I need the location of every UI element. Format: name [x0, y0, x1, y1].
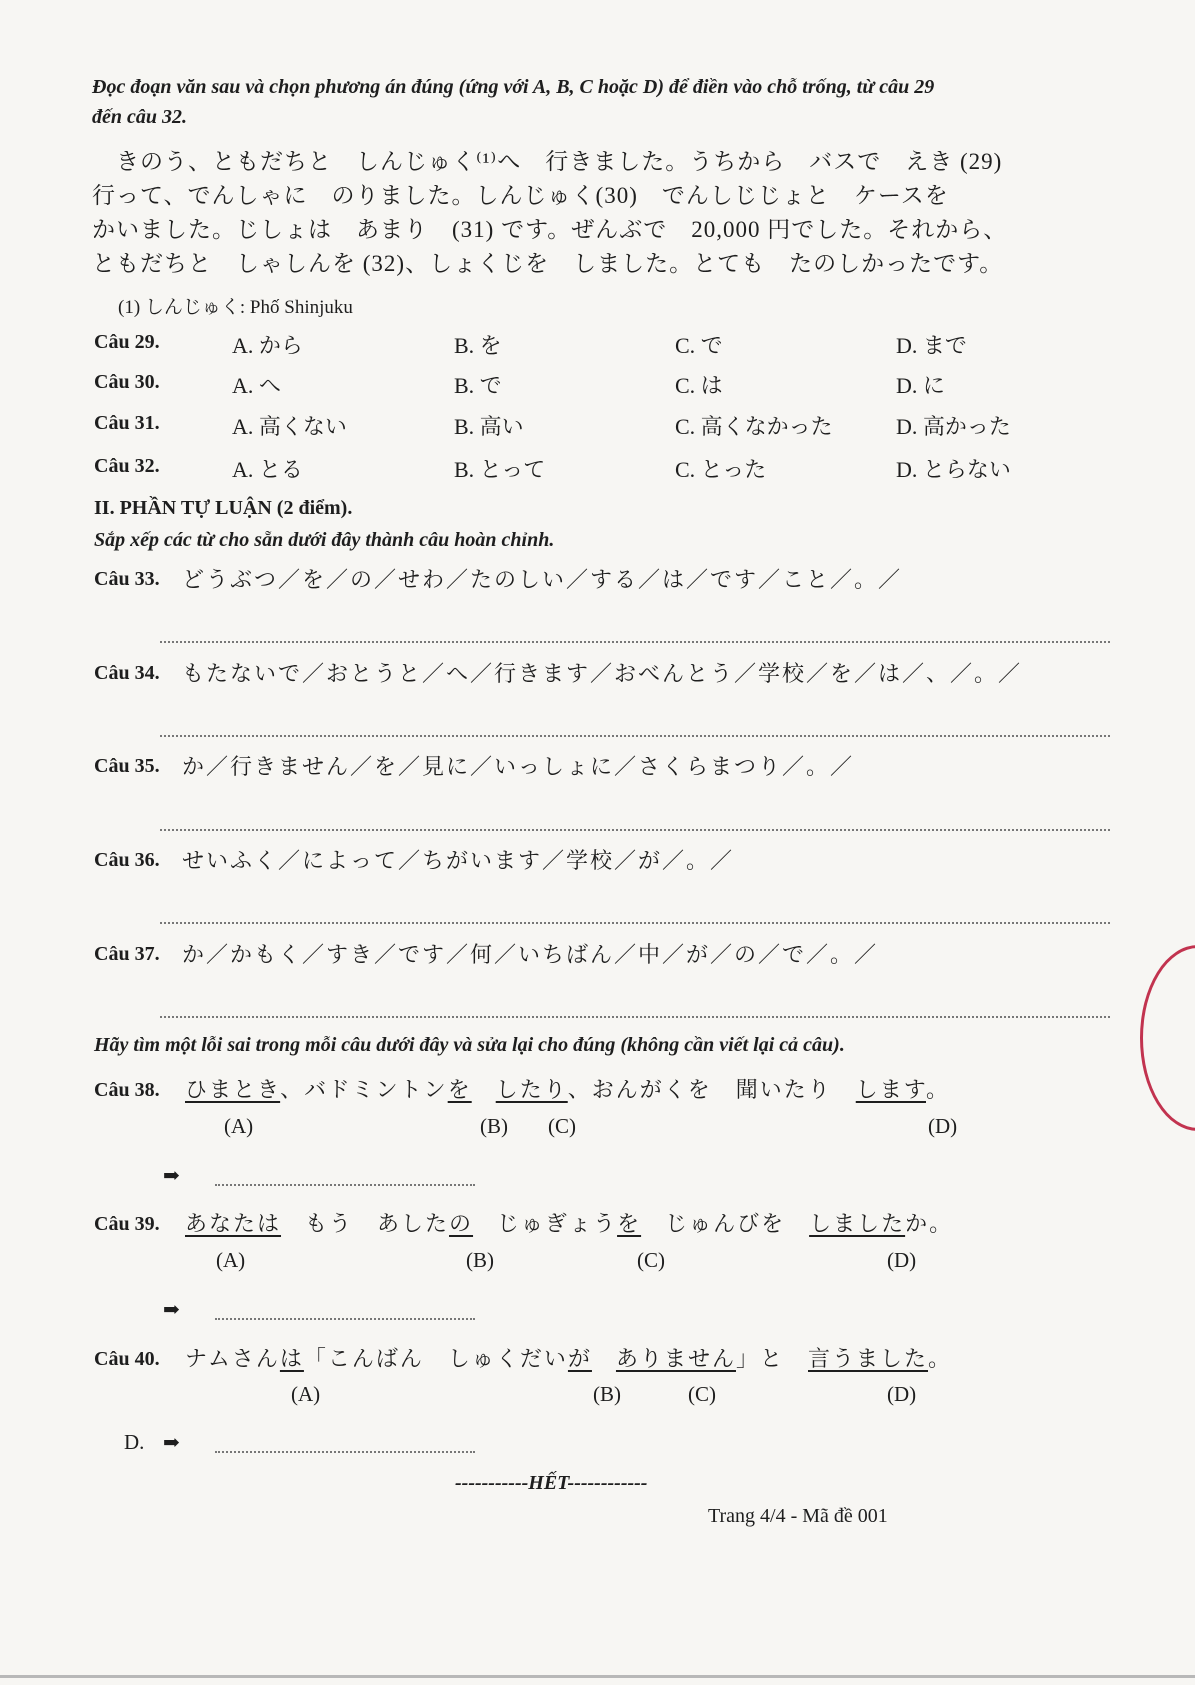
question-label: Câu 33.	[94, 568, 160, 590]
segment-d: 言うました	[808, 1346, 929, 1371]
mark-b: (B)	[593, 1382, 621, 1406]
mark-b: (B)	[466, 1248, 494, 1272]
mark-a: (A)	[291, 1382, 321, 1406]
option-d: D. に	[896, 373, 945, 398]
option-a: A. 高くない	[232, 414, 347, 439]
mark-c: (C)	[637, 1248, 665, 1272]
question-label: Câu 37.	[94, 943, 160, 965]
option-b: B. とって	[454, 457, 546, 482]
option-c: C. で	[675, 333, 723, 358]
segment-a: ひまとき	[185, 1077, 281, 1102]
arrow-icon: ➡	[163, 1165, 180, 1187]
footnote: (1) しんじゅく: Phố Shinjuku	[118, 297, 353, 318]
segment-d: しました	[809, 1211, 906, 1236]
option-a: A. へ	[232, 373, 281, 398]
question-text: せいふく／によって／ちがいます／学校／が／。／	[182, 848, 735, 873]
mark-b: (B)	[480, 1114, 508, 1138]
mark-c: (C)	[548, 1114, 576, 1138]
question-label: Câu 36.	[94, 849, 160, 871]
end-marker: -----------HẾT------------	[455, 1472, 648, 1494]
mark-a: (A)	[216, 1248, 246, 1272]
segment-c: を	[617, 1211, 642, 1236]
option-d: D. まで	[896, 333, 967, 358]
reading-instruction-line1: Đọc đoạn văn sau và chọn phương án đúng (ứng với A, B, C hoặc D) để điền vào chỗ trống, từ câu 29	[92, 76, 935, 98]
answer-line[interactable]	[160, 733, 1110, 737]
segment-d: します	[855, 1077, 926, 1102]
question-label: Câu 34.	[94, 662, 160, 684]
segment-c: したり	[495, 1077, 568, 1102]
question-text: か／かもく／すき／です／何／いちばん／中／が／の／で／。／	[182, 942, 879, 967]
answer-line[interactable]	[160, 920, 1110, 924]
answer-line[interactable]	[160, 639, 1110, 643]
option-d: D. 高かった	[896, 414, 1011, 439]
question-text: か／行きません／を／見に／いっしょに／さくらまつり／。／	[182, 754, 855, 779]
question-label: Câu 32.	[94, 455, 160, 477]
option-d: D. とらない	[896, 457, 1011, 482]
scan-edge-line	[0, 1675, 1195, 1678]
segment-a: は	[279, 1346, 304, 1371]
question-label: Câu 31.	[94, 412, 160, 434]
answer-line[interactable]	[160, 827, 1110, 831]
answer-line[interactable]	[160, 1014, 1110, 1018]
question-label: Câu 38.	[94, 1079, 160, 1101]
question-label: Câu 39.	[94, 1213, 160, 1235]
segment-c: ありません	[615, 1346, 736, 1371]
option-c: C. とった	[675, 457, 767, 482]
answer-prefix: D.	[124, 1430, 145, 1454]
question-text: どうぶつ／を／の／せわ／たのしい／する／は／です／こと／。／	[182, 567, 903, 592]
option-a: A. とる	[232, 457, 303, 482]
question-sentence: ひまとき、バドミントンを したり、おんがくを 聞いたり します。	[185, 1077, 951, 1102]
arrow-icon: ➡	[163, 1432, 180, 1454]
option-c: C. は	[675, 373, 723, 398]
question-sentence: ナムさんは「こんばん しゅくだいが ありません」と 言うました。	[185, 1346, 953, 1371]
question-sentence: あなたは もう あしたの じゅぎょうを じゅんびを しましたか。	[185, 1211, 954, 1236]
question-label: Câu 30.	[94, 371, 160, 393]
option-b: B. で	[454, 373, 502, 398]
answer-line[interactable]	[215, 1449, 475, 1453]
passage-line-4: ともだちと しゃしんを (32)、しょくじを しました。とても たのしかったです。	[92, 251, 1004, 276]
option-b: B. を	[454, 333, 502, 358]
segment-b: を	[447, 1077, 472, 1102]
section2-heading: II. PHẦN TỰ LUẬN (2 điểm).	[94, 497, 353, 519]
question-label: Câu 40.	[94, 1348, 160, 1370]
mark-a: (A)	[224, 1114, 254, 1138]
error-instruction: Hãy tìm một lỗi sai trong mỗi câu dưới đây và sửa lại cho đúng (không cần viết lại cả câu).	[94, 1034, 845, 1056]
option-c: C. 高くなかった	[675, 414, 833, 439]
passage-line-1: きのう、ともだちと しんじゅく⁽¹⁾へ 行きました。うちから バスで えき (29)	[92, 149, 1003, 174]
reading-instruction-line2: đến câu 32.	[92, 106, 187, 128]
option-a: A. から	[232, 333, 303, 358]
question-text: もたないで／おとうと／へ／行きます／おべんとう／学校／を／は／、／。／	[182, 661, 1023, 686]
arrow-icon: ➡	[163, 1299, 180, 1321]
question-label: Câu 29.	[94, 331, 160, 353]
option-b: B. 高い	[454, 414, 524, 439]
question-label: Câu 35.	[94, 755, 160, 777]
segment-b: が	[567, 1346, 592, 1371]
passage-line-2: 行って、でんしゃに のりました。しんじゅく(30) でんしじじょと ケースを	[92, 183, 949, 208]
segment-a: あなたは	[185, 1211, 282, 1236]
mark-d: (D)	[887, 1248, 917, 1272]
passage-line-3: かいました。じしょは あまり (31) です。ぜんぶで 20,000 円でした。それから、	[92, 217, 1008, 242]
mark-d: (D)	[928, 1114, 958, 1138]
section2-instruction: Sắp xếp các từ cho sẵn dưới đây thành câu hoàn chỉnh.	[94, 529, 555, 551]
answer-line[interactable]	[215, 1316, 475, 1320]
page-footer: Trang 4/4 - Mã đề 001	[708, 1505, 888, 1527]
red-stamp-seal	[1140, 945, 1195, 1131]
segment-b: の	[449, 1211, 474, 1236]
mark-d: (D)	[887, 1382, 917, 1406]
mark-c: (C)	[688, 1382, 716, 1406]
answer-line[interactable]	[215, 1182, 475, 1186]
